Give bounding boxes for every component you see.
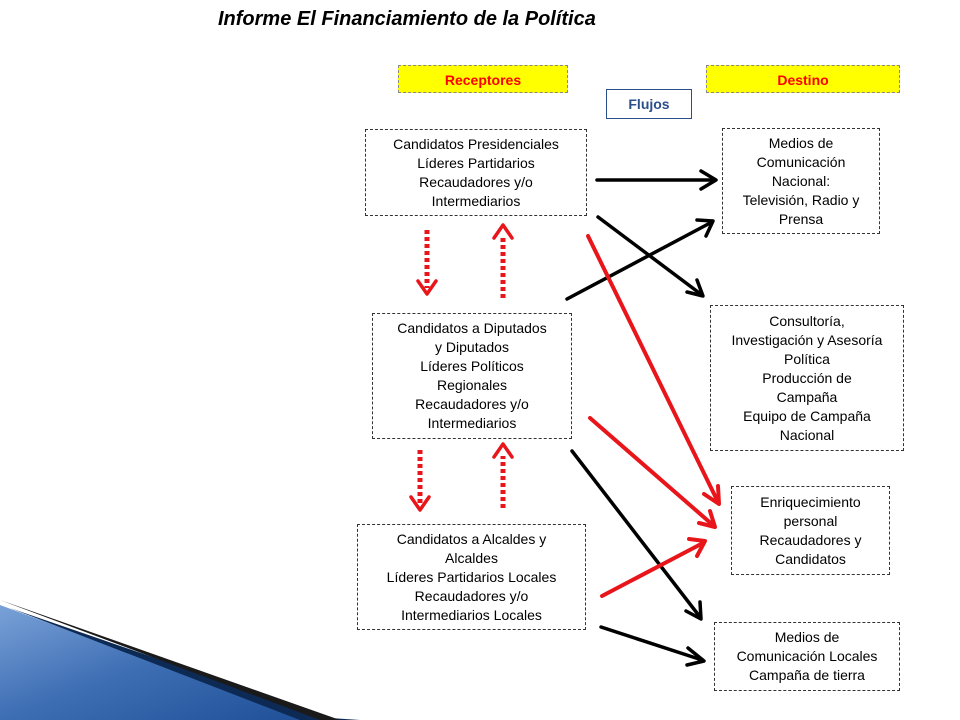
arrow-presidenciales-to-enriquecimiento xyxy=(588,236,719,504)
header-destino: Destino xyxy=(706,65,900,93)
destino-line: Recaudadores y xyxy=(759,531,862,548)
destino-line: Televisión, Radio y xyxy=(742,191,860,208)
receptor-line: Intermediarios Locales xyxy=(401,606,542,623)
arrow-diputados-to-enriquecimiento xyxy=(590,418,715,527)
destino-line: Nacional: xyxy=(771,172,831,189)
destino-line: Medios de xyxy=(774,629,840,645)
flujos-label: Flujos xyxy=(606,89,692,119)
destino-line: personal xyxy=(783,512,838,529)
arrow-alcaldes-to-enriquecimiento xyxy=(602,539,705,596)
arrow-presidenciales-to-medios-nacional xyxy=(597,171,716,189)
destino-line: Investigación y Asesoría xyxy=(731,331,883,348)
receptor-line: Líderes Políticos xyxy=(420,358,524,374)
destino-line: Producción de xyxy=(762,369,852,386)
arrow-down-diputados-to-alcaldes xyxy=(411,450,429,510)
receptor-line: Candidatos a Alcaldes y xyxy=(396,530,547,547)
destino-line: Comunicación xyxy=(756,153,846,170)
receptor-line: Candidatos a Diputados xyxy=(397,320,547,336)
destino-line: Campaña de tierra xyxy=(749,667,865,683)
receptor-line: Candidatos Presidenciales xyxy=(393,135,559,152)
arrow-alcaldes-to-medios-locales xyxy=(601,627,704,665)
arrow-up-diputados-to-presidenciales xyxy=(494,225,512,298)
destino-line: Prensa xyxy=(778,210,824,227)
receptor-line: Regionales xyxy=(436,377,508,393)
destino-line: Equipo de Campaña xyxy=(743,407,871,424)
destino-line: Política xyxy=(784,350,830,367)
destino-line: Enriquecimiento xyxy=(760,493,861,510)
destino-line: Candidatos xyxy=(775,550,846,567)
receptor-line: Recaudadores y/o xyxy=(414,587,529,604)
receptor-line: y Diputados xyxy=(435,339,509,355)
receptor-line: Recaudadores y/o xyxy=(419,173,533,190)
destino-line: Medios de xyxy=(768,134,834,151)
receptor-line: Recaudadores y/o xyxy=(415,396,529,412)
page-title: Informe El Financiamiento de la Política xyxy=(218,8,596,30)
arrow-up-alcaldes-to-diputados xyxy=(494,444,512,508)
arrow-down-presidenciales-to-diputados xyxy=(418,230,436,294)
receptor-line: Intermediarios xyxy=(427,415,517,431)
vertical-flow-arrows xyxy=(411,225,512,510)
arrow-diputados-to-medios-locales xyxy=(572,451,701,619)
destino-line: Nacional xyxy=(779,426,835,443)
destino-line: Comunicación Locales xyxy=(736,648,878,664)
receptor-line: Intermediarios xyxy=(431,192,521,209)
destino-line: Campaña xyxy=(776,388,838,405)
destino-line: Consultoría, xyxy=(769,312,845,329)
receptor-line: Líderes Partidarios xyxy=(417,154,535,171)
receptor-line: Alcaldes xyxy=(445,549,498,566)
header-receptores: Receptores xyxy=(398,65,568,93)
receptor-line: Líderes Partidarios Locales xyxy=(386,568,557,585)
